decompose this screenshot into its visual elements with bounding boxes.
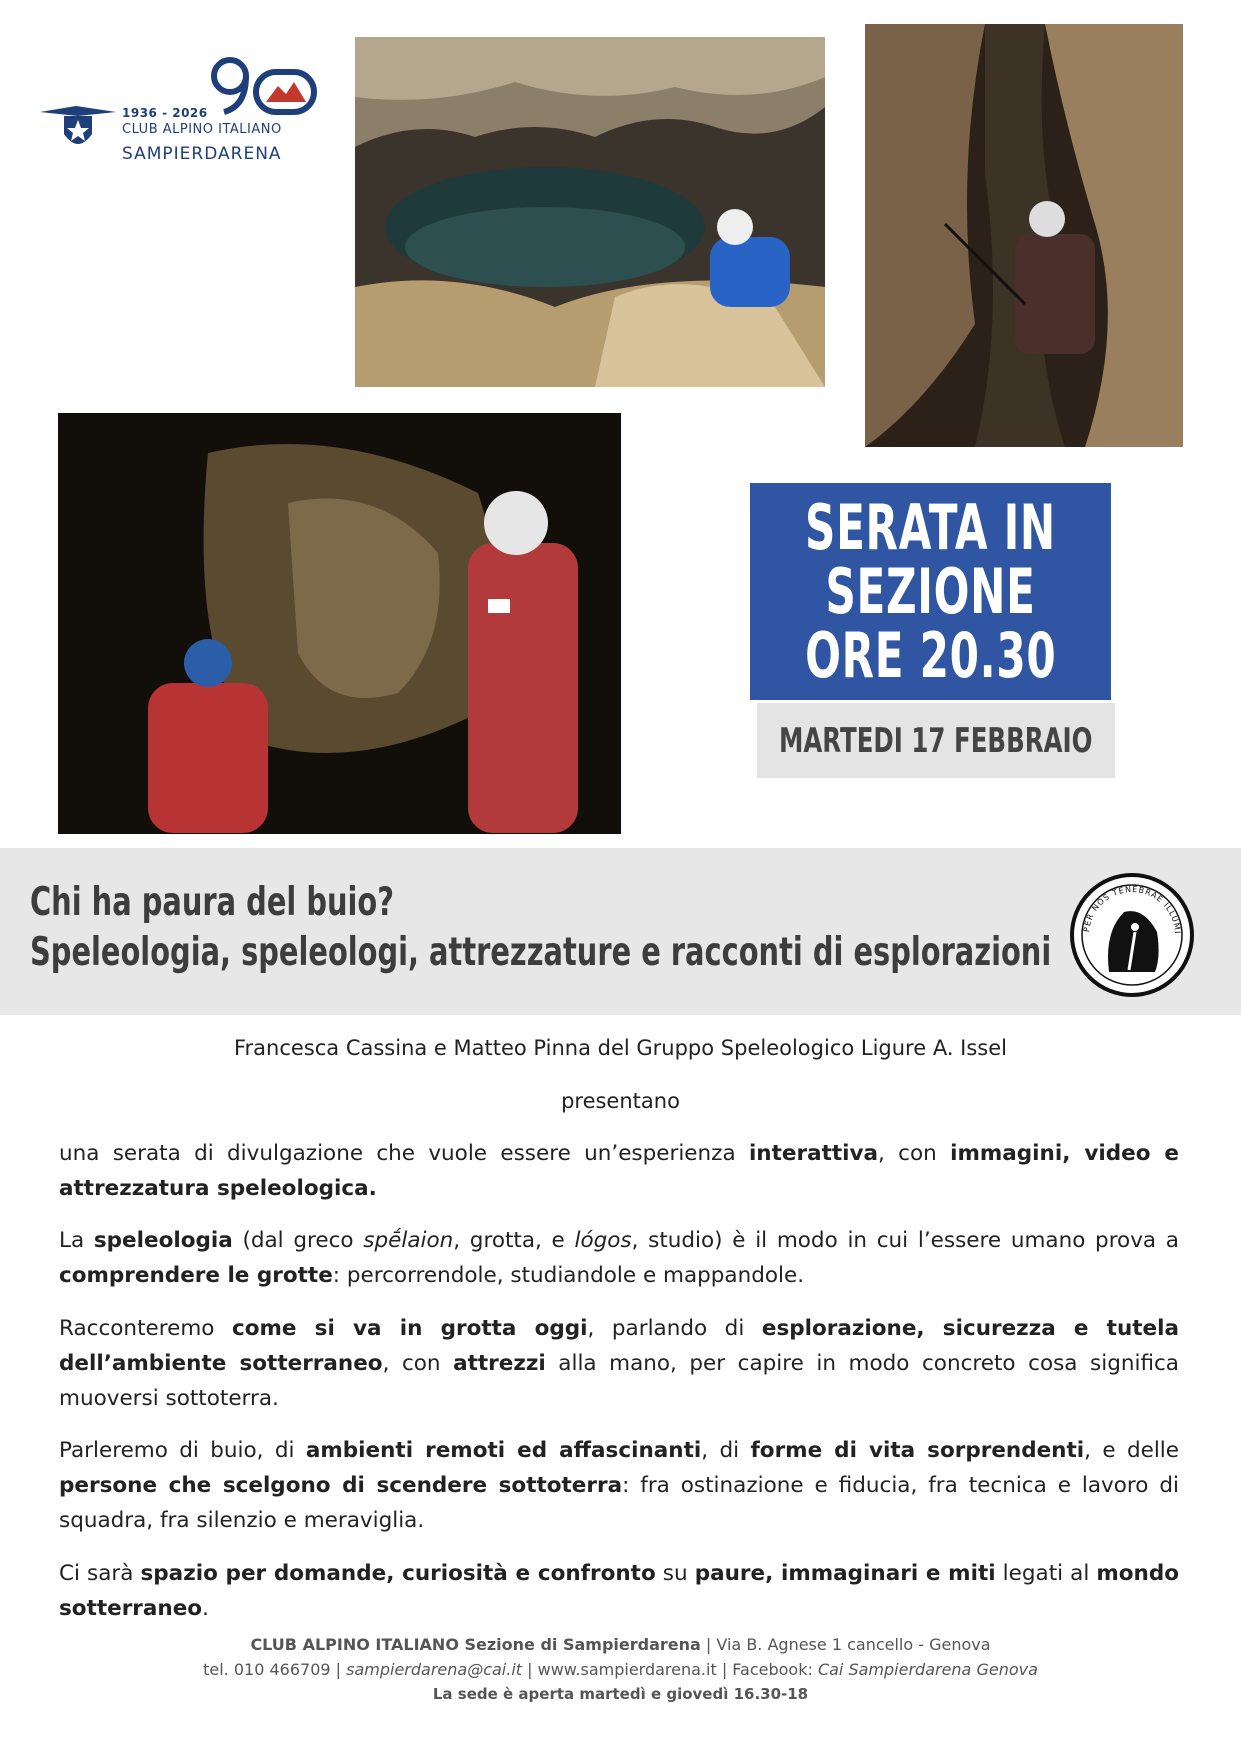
topic-question: Chi ha paura del buio? [30, 880, 395, 925]
text-run: persone che scelgono di scendere sottoterra [59, 1473, 623, 1498]
text-run: Racconteremo [59, 1316, 232, 1341]
text-run: Ci sarà [59, 1561, 141, 1586]
footer [0, 1632, 1241, 1707]
text-run: una serata di divulgazione che vuole essere un’esperienza [59, 1141, 749, 1166]
event-date: MARTEDI 17 FEBBRAIO [779, 720, 1093, 761]
footer-facebook-link[interactable]: Cai Sampierdarena Genova [817, 1660, 1038, 1679]
event-title-line-2: SEZIONE [825, 554, 1036, 628]
text-run: . [202, 1596, 209, 1621]
footer-web: | www.sampierdarena.it | Facebook: [522, 1660, 818, 1679]
text-run: immagini, video e attrezzatura speleologica. [59, 1141, 1180, 1201]
presenters-line: Francesca Cassina e Matteo Pinna del Gruppo Speleologico Ligure A. Issel [233, 1036, 1008, 1060]
text-run: : percorrendole, studiandole e mappandole. [332, 1263, 805, 1288]
text-run: , con [878, 1141, 951, 1166]
text-run: come si va in grotta oggi [231, 1316, 588, 1341]
presentano-line: presentano [561, 1089, 680, 1113]
paragraph-1 [59, 1136, 1179, 1206]
footer-phone: tel. 010 466709 | [203, 1660, 347, 1679]
badge-motto: PER NOS TENEBRAE ILLUMI [1082, 884, 1183, 935]
footer-org: CLUB ALPINO ITALIANO Sezione di Sampierdarena [250, 1635, 701, 1654]
text-run: Parleremo di buio, di [59, 1438, 306, 1463]
text-run: , studio) è il modo in cui l’essere umano prova a [631, 1228, 1179, 1253]
paragraph-2 [59, 1223, 1179, 1293]
logo-years: 1936 - 2026 [122, 106, 208, 120]
logo-section-name: SAMPIERDARENA [122, 144, 282, 164]
text-run: forme di vita sorprendenti [750, 1438, 1085, 1463]
footer-address: | Via B. Agnese 1 cancello - Genova [700, 1635, 991, 1654]
speleo-group-badge [1069, 872, 1195, 998]
text-run: spḗlaion [363, 1228, 454, 1253]
text-run: , grotta, e [453, 1228, 575, 1253]
text-run: mondo sotterraneo [59, 1561, 1180, 1621]
90-anniversary-icon [208, 56, 318, 126]
cave-shaft-photo [865, 24, 1183, 447]
footer-email-link[interactable]: sampierdarena@cai.it [346, 1660, 523, 1679]
text-run: comprendere le grotte [59, 1263, 333, 1288]
text-run: , di [701, 1438, 751, 1463]
footer-line-1 [0, 1632, 1241, 1657]
text-run: , con [382, 1351, 454, 1376]
text-run: : fra ostinazione e fiducia, fra tecnica e lavoro di squadra, fra silenzio e meraviglia. [59, 1473, 1179, 1533]
topic-band [0, 848, 1241, 1015]
paragraph-3 [59, 1311, 1179, 1416]
text-run: interattiva [748, 1141, 879, 1166]
text-run: esplorazione, sicurezza e tutela dell’ambiente sotterraneo [59, 1316, 1180, 1376]
text-run: spazio per domande, curiosità e confronto [140, 1561, 656, 1586]
text-run: paure, immaginari e miti [694, 1561, 996, 1586]
event-title-box [750, 483, 1111, 700]
text-run: ambienti remoti ed affascinanti [305, 1438, 702, 1463]
cavers-photo [58, 413, 621, 834]
text-run: alla mano, per capire in modo concreto cosa significa muoversi sottoterra. [59, 1351, 1179, 1411]
event-date-box [757, 703, 1115, 778]
paragraph-4 [59, 1433, 1179, 1538]
text-run: attrezzi [453, 1351, 546, 1376]
paragraph-5 [59, 1556, 1179, 1626]
text-run: (dal greco [232, 1228, 364, 1253]
cai-logo [38, 54, 318, 174]
text-run: su [655, 1561, 695, 1586]
topic-subtitle: Speleologia, speleologi, attrezzature e racconti di esplorazioni [30, 930, 1052, 975]
cave-lake-photo [355, 37, 825, 387]
footer-line-2 [0, 1657, 1241, 1682]
text-run: legati al [995, 1561, 1097, 1586]
cai-emblem-icon [38, 104, 118, 164]
footer-hours: La sede è aperta martedì e giovedì 16.30-18 [432, 1685, 809, 1703]
text-run: , e delle [1084, 1438, 1179, 1463]
logo-club-name: CLUB ALPINO ITALIANO [122, 122, 282, 137]
speleo-badge-icon [1069, 872, 1195, 998]
event-title-line-1: SERATA IN [805, 490, 1056, 564]
event-title-line-3: ORE 20.30 [804, 618, 1057, 692]
text-run: lógos [574, 1228, 632, 1253]
text-run: speleologia [93, 1228, 233, 1253]
text-run: La [59, 1228, 94, 1253]
text-run: , parlando di [587, 1316, 762, 1341]
